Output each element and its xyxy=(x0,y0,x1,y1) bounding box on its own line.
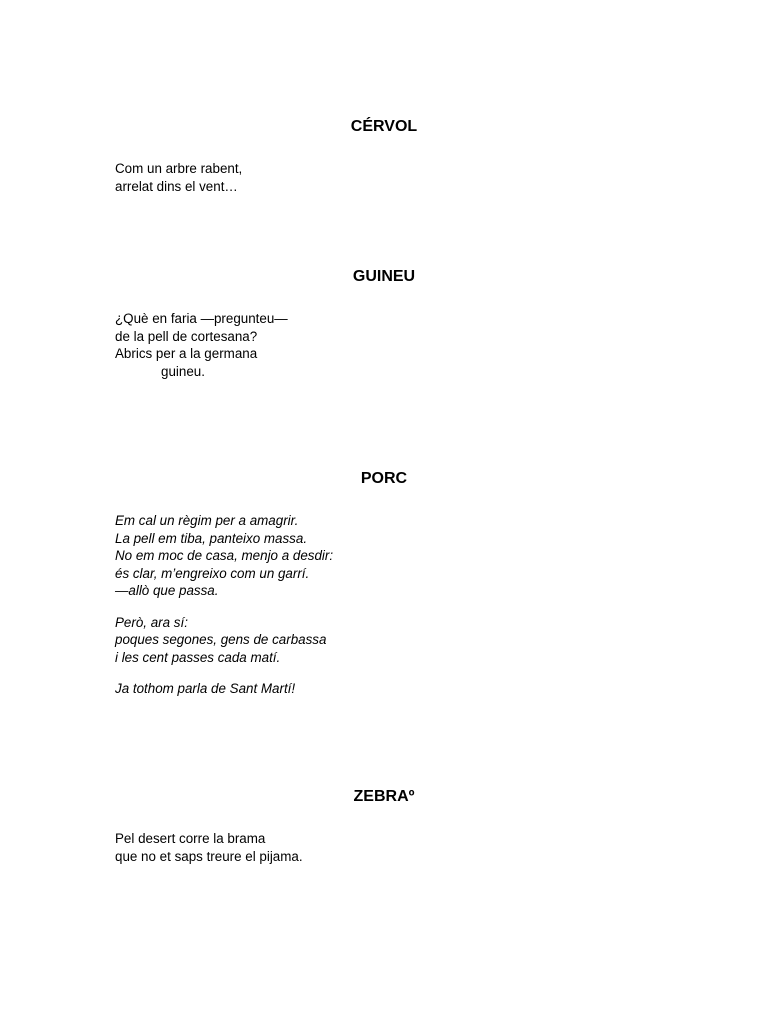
poem-line: ¿Què en faria —pregunteu— xyxy=(115,311,288,326)
poem-line-indented: guineu. xyxy=(161,363,205,379)
stanza xyxy=(115,830,615,865)
stanza xyxy=(115,680,615,698)
poem-body-guineu xyxy=(115,310,615,380)
poem-line: Em cal un règim per a amagrir. xyxy=(115,513,299,528)
stanza xyxy=(115,160,615,195)
poem-body-zebra xyxy=(115,830,615,865)
poem-line: poques segones, gens de carbassa xyxy=(115,632,327,647)
stanza xyxy=(115,614,615,667)
poem-line: arrelat dins el vent… xyxy=(115,178,238,194)
poem-title-porc: PORC xyxy=(360,470,408,487)
poem-body-porc xyxy=(115,512,615,698)
poem-line: de la pell de cortesana? xyxy=(115,328,258,344)
poem-body-cervol xyxy=(115,160,615,195)
poem-title-zebra: ZEBRAº xyxy=(353,788,415,805)
poem-line: Pel desert corre la brama xyxy=(115,831,266,846)
poem-line: Com un arbre rabent, xyxy=(115,161,243,176)
stanza xyxy=(115,512,615,600)
poem-title-guineu: GUINEU xyxy=(352,268,416,285)
poem-line: és clar, m’engreixo com un garrí. xyxy=(115,565,310,581)
poem-line: i les cent passes cada matí. xyxy=(115,649,281,665)
poem-line: No em moc de casa, menjo a desdir: xyxy=(115,548,334,563)
poem-line: Ja tothom parla de Sant Martí! xyxy=(115,681,296,696)
poem-line: Abrics per a la germana xyxy=(115,346,258,361)
stanza xyxy=(115,310,615,380)
poem-title-cervol: CÉRVOL xyxy=(350,118,418,135)
poem-line: Però, ara sí: xyxy=(115,614,188,630)
poem-line: —allò que passa. xyxy=(115,583,219,598)
poem-line: La pell em tiba, panteixo massa. xyxy=(115,530,308,546)
poem-line: que no et saps treure el pijama. xyxy=(115,848,303,864)
